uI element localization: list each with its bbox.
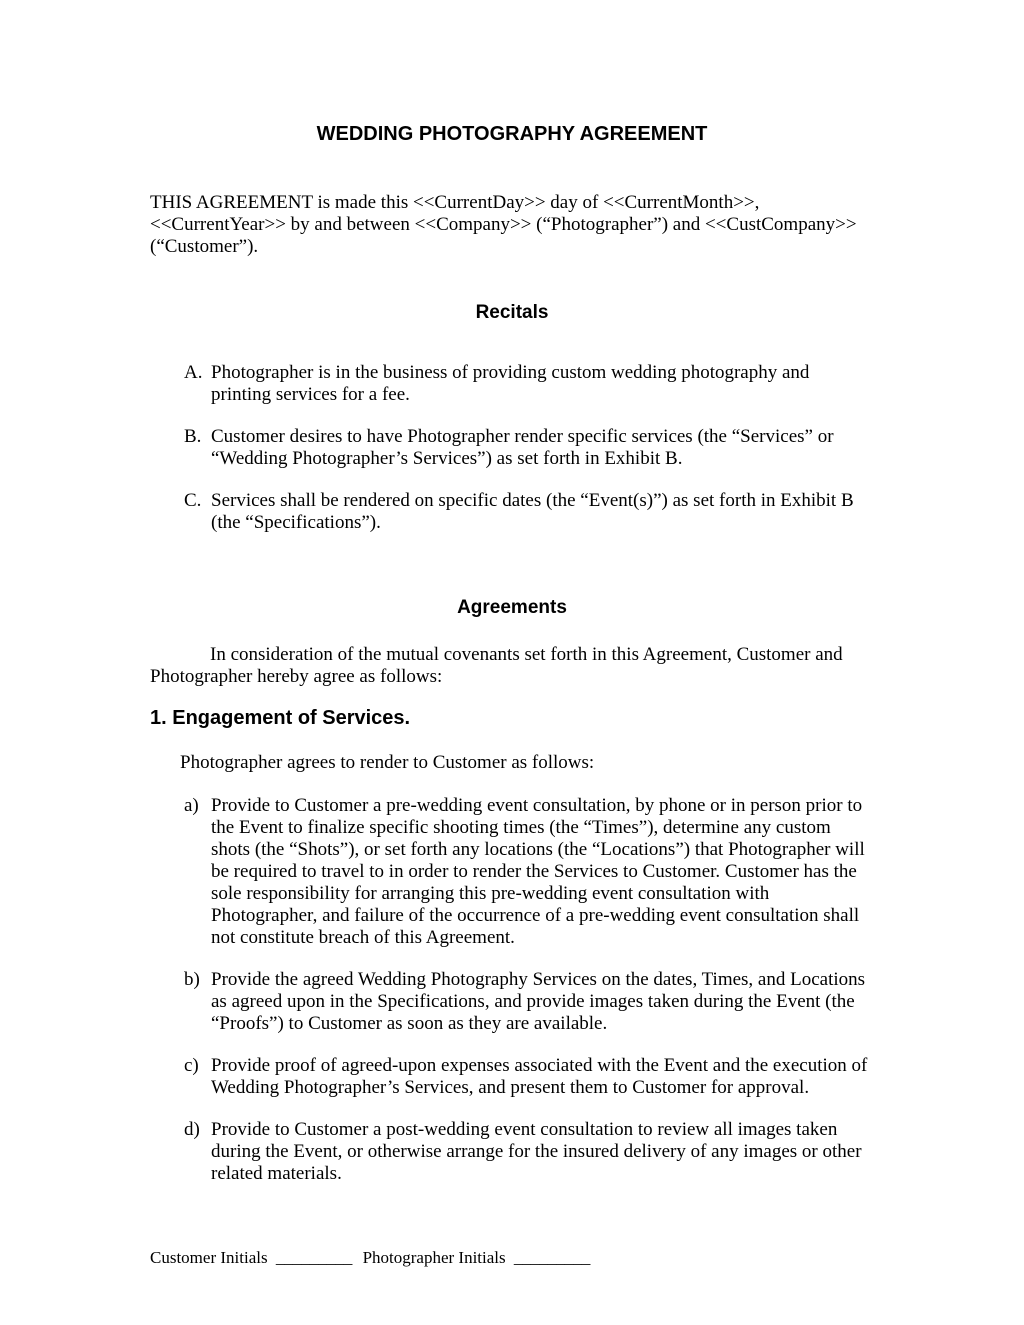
- engagement-text-b: Provide the agreed Wedding Photography Services on the dates, Times, and Locations as agreed upon in the Specifications, and provide images taken during the Event (the “Proofs”) to Customer as soon as they are available.: [211, 969, 866, 1034]
- customer-initials-blank: _________: [275, 1248, 353, 1267]
- engagement-label-a: a): [184, 795, 199, 816]
- photographer-initials-label: Photographer Initials: [362, 1248, 506, 1267]
- recital-item-b: [150, 426, 874, 470]
- customer-initials-label: Customer Initials: [150, 1248, 268, 1267]
- engagement-label-d: d): [184, 1119, 200, 1140]
- engagement-label-c: c): [184, 1055, 199, 1076]
- document-title: WEDDING PHOTOGRAPHY AGREEMENT: [316, 123, 708, 145]
- section-1-lead: Photographer agrees to render to Customer as follows:: [180, 752, 595, 773]
- recital-label-c: C.: [184, 490, 202, 511]
- recital-text-c: Services shall be rendered on specific dates (the “Event(s)”) as set forth in Exhibit B (the “Specifications”).: [211, 490, 854, 533]
- initials-footer: [150, 1248, 596, 1268]
- recitals-list: [150, 362, 874, 534]
- recital-item-c: [150, 490, 874, 534]
- engagement-text-d: Provide to Customer a post-wedding event consultation to review all images taken during the Event, or otherwise arrange for the insured delivery of any images or other related materials.: [211, 1119, 862, 1184]
- photographer-initials-blank: _________: [513, 1248, 591, 1267]
- engagement-item-a: [150, 795, 874, 949]
- recitals-heading: Recitals: [475, 302, 549, 323]
- recital-text-b: Customer desires to have Photographer render specific services (the “Services” or “Wedding Photographer’s Services”) as set forth in Exhibit B.: [211, 426, 834, 469]
- engagement-item-b: [150, 969, 874, 1035]
- engagement-text-c: Provide proof of agreed-upon expenses associated with the Event and the execution of Wedding Photographer’s Services, and present them to Customer for approval.: [211, 1055, 868, 1098]
- recital-text-a: Photographer is in the business of providing custom wedding photography and printing services for a fee.: [211, 362, 810, 405]
- intro-paragraph: THIS AGREEMENT is made this <<CurrentDay>> day of <<CurrentMonth>>, <<CurrentYear>> by and between <<Company>> (“Photographer”) and <<CustCompany>> (“Customer”).: [150, 192, 857, 257]
- agreements-heading: Agreements: [457, 597, 567, 618]
- recital-label-b: B.: [184, 426, 202, 447]
- section-1-heading: 1. Engagement of Services.: [150, 707, 411, 729]
- engagement-list: [150, 795, 874, 1185]
- recital-item-a: [150, 362, 874, 406]
- agreements-intro-paragraph: In consideration of the mutual covenants set forth in this Agreement, Customer and Photographer hereby agree as follows:: [150, 644, 843, 687]
- engagement-item-c: [150, 1055, 874, 1099]
- engagement-item-d: [150, 1119, 874, 1185]
- engagement-text-a: Provide to Customer a pre-wedding event consultation, by phone or in person prior to the Event to finalize specific shooting times (the “Times”), determine any custom shots (the “Shots”), or set forth any locations (the “Locations”) that Photographer will be required to travel to in order to render the Services to Customer. Customer has the sole responsibility for arranging this pre-wedding event consultation with Photographer, and failure of the occurrence of a pre-wedding event consultation shall not constitute breach of this Agreement.: [211, 795, 865, 948]
- recital-label-a: A.: [184, 362, 203, 383]
- engagement-label-b: b): [184, 969, 200, 990]
